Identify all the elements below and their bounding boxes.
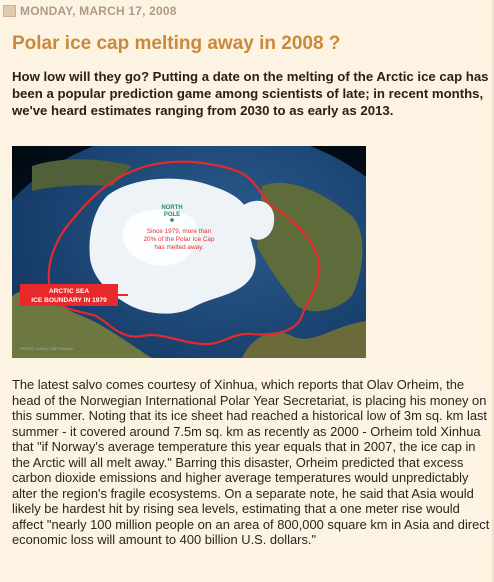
arctic-globe-svg: [12, 146, 366, 358]
north-pole-marker-icon: [170, 218, 174, 222]
arctic-ice-map-image: [12, 146, 366, 358]
post-body: The latest salvo comes courtesy of Xinhua, which reports that Olav Orheim, the head of the Norwegian International Polar Year Secretariat, is placing his money on this summer. Noting that its ice sheet had reached a historical low of 3m sq. km last summer - it covered around 7.5m sq. km as recently as 2000 - Orheim told Xinhua that "if Norway's average temperature this year equals that in 2007, the ice cap in the Arctic will all melt away." Barring this disaster, Orheim predicted that excess carbon dioxide emissions and higher average temperatures would unpredictably alter the region's fragile ecosystems. On a separate note, he said that Asia would likely be hardest hit by rising sea levels, estimating that a one meter rise would affect "nearly 100 million people on an area of 800,000 square km in Asia and direct economic loss will amount to 400 billion U.S. dollars.": [12, 377, 490, 547]
callout-line1: Since 1979, more than: [146, 228, 212, 235]
boundary-label-line2: ICE BOUNDARY IN 1979: [31, 297, 107, 304]
image-credit: PHOTO: NASA, GSFC/NOAA: [20, 346, 74, 351]
date-bullet-icon: [3, 5, 16, 17]
post-title[interactable]: Polar ice cap melting away in 2008 ?: [12, 33, 341, 54]
post-date: MONDAY, MARCH 17, 2008: [20, 4, 177, 18]
callout-line3: has melted away.: [154, 244, 204, 251]
north-pole-label-line2: POLE: [163, 212, 181, 218]
date-header: [3, 3, 177, 19]
callout-line2: 20% of the Polar Ice Cap: [143, 236, 215, 243]
north-pole-label-line1: NORTH: [161, 205, 183, 211]
post-lede: How low will they go? Putting a date on the melting of the Arctic ice cap has been a popular prediction game among scientists of late; in recent months, we've heard estimates ranging from 2030 to as early as 2013.: [12, 69, 489, 118]
boundary-label-line1: ARCTIC SEA: [48, 288, 90, 295]
